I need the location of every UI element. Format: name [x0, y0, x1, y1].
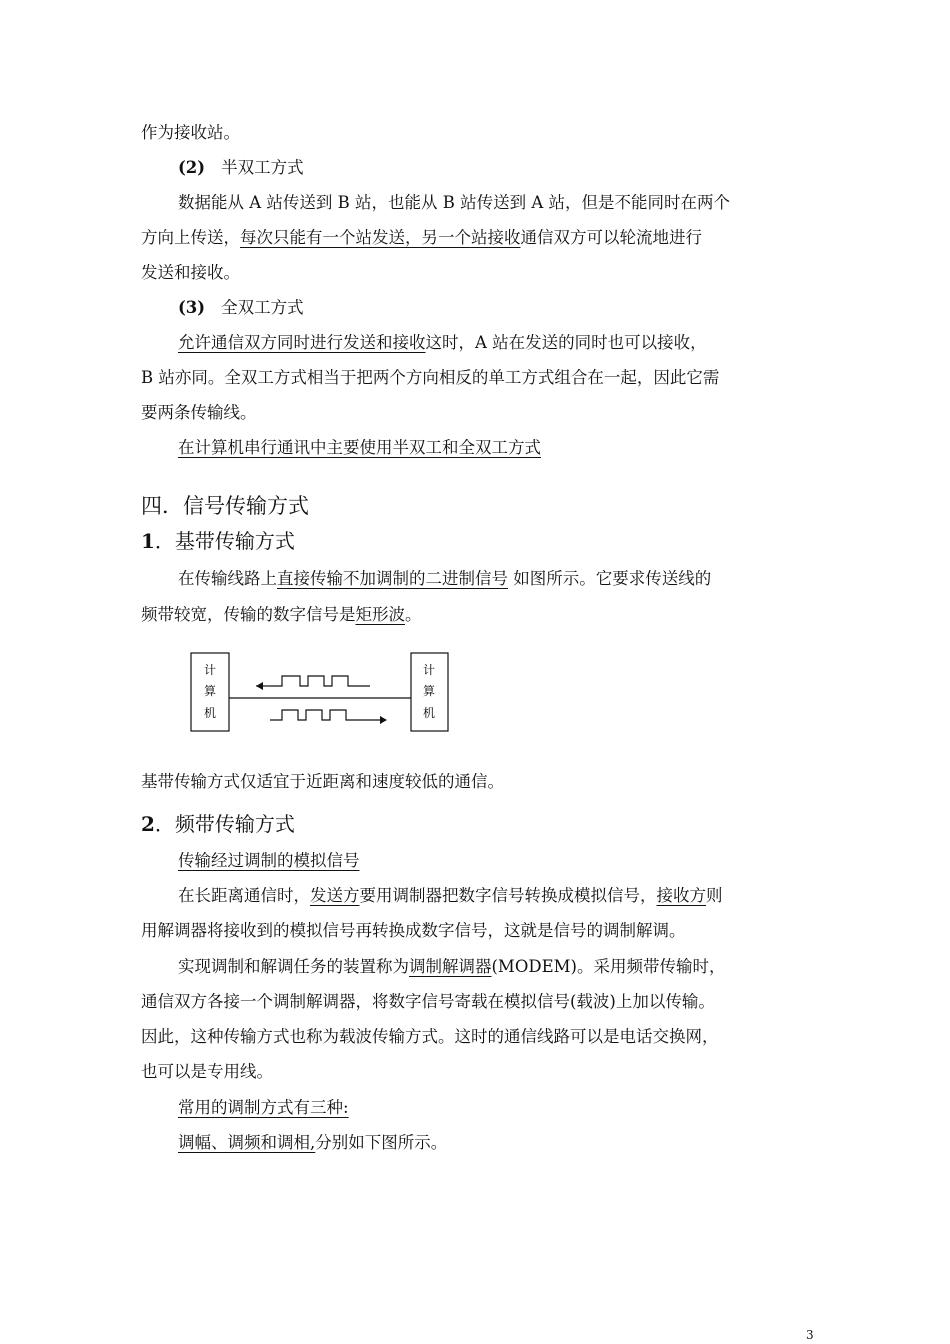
- paragraph-line: [141, 366, 719, 390]
- paragraph-line: [141, 603, 422, 627]
- paragraph-line: [141, 919, 686, 943]
- item-title: 全双工方式: [221, 298, 304, 317]
- paragraph-line: [178, 849, 360, 873]
- paragraph-line: [178, 436, 541, 460]
- underlined-text: 直接传输不加调制的二进制信号: [277, 569, 508, 588]
- paragraph-line: [141, 401, 257, 425]
- page-number: 3: [806, 1328, 814, 1342]
- paragraph-line: [141, 1025, 719, 1049]
- text: 通信双方各接一个调制解调器，将数字信号寄载在模拟信号(载波)上加以传输。: [141, 992, 715, 1011]
- text: 用解调器将接收到的模拟信号再转换成数字信号，这就是信号的调制解调。: [141, 921, 686, 940]
- paragraph-line: [141, 261, 240, 285]
- text: 。: [405, 605, 422, 624]
- text: 要用调制器把数字信号转换成模拟信号，: [359, 886, 657, 905]
- text: 实现调制和解调任务的装置称为: [178, 957, 409, 976]
- text: 如图所示。它要求传送线的: [508, 569, 712, 588]
- item-number: (3): [178, 298, 206, 317]
- text: 因此，这种传输方式也称为载波传输方式。这时的通信线路可以是电话交换网，: [141, 1027, 719, 1046]
- paragraph-line: [178, 191, 730, 215]
- right-box-char: 机: [422, 706, 436, 720]
- paragraph-line: [141, 226, 702, 250]
- underlined-text: 调制解调器: [409, 957, 492, 976]
- right-box-char: 计: [422, 663, 436, 677]
- right-box-char: 算: [422, 684, 436, 698]
- text: 基带传输方式仅适宜于近距离和速度较低的通信。: [141, 772, 504, 791]
- text: 作为接收站。: [141, 123, 240, 142]
- square-wave-lower: [270, 710, 380, 720]
- heading-number: 1: [141, 529, 155, 553]
- text: 发送和接收。: [141, 263, 240, 282]
- baseband-diagram: [190, 650, 452, 734]
- text: B 站亦同。全双工方式相当于把两个方向相反的单工方式组合在一起，因此它需: [141, 368, 720, 387]
- heading-text: ．基带传输方式: [154, 529, 295, 553]
- paragraph-line: [178, 567, 711, 591]
- square-wave-upper: [270, 676, 370, 686]
- text: 频带较宽，传输的数字信号是: [141, 605, 356, 624]
- paragraph-line: [178, 1096, 349, 1120]
- text: 在长距离通信时，: [178, 886, 310, 905]
- underlined-text: 常用的调制方式有三种:: [178, 1098, 349, 1117]
- underlined-text: 接收方: [656, 886, 706, 905]
- arrow-right-head-icon: [380, 716, 387, 724]
- paragraph-line: [141, 121, 240, 145]
- underlined-text: 矩形波: [355, 605, 405, 624]
- paragraph-line: [141, 770, 504, 794]
- left-box-char: 机: [203, 706, 217, 720]
- arrow-left-head-icon: [256, 682, 263, 690]
- subsection-heading-bandpass: [141, 810, 295, 838]
- underlined-text: 发送方: [310, 886, 360, 905]
- subsection-heading-baseband: [141, 527, 295, 555]
- underlined-text: 每次只能有一个站发送，另一个站接收: [240, 228, 521, 247]
- paragraph-line: [178, 955, 725, 979]
- text: 在传输线路上: [178, 569, 277, 588]
- paragraph-line: [178, 1131, 447, 1155]
- subheading-half-duplex: [178, 156, 304, 180]
- text: 分别如下图所示。: [315, 1133, 448, 1152]
- text: 方向上传送，: [141, 228, 240, 247]
- underlined-text: 调幅、调频和调相,: [178, 1133, 316, 1152]
- text: 要两条传输线。: [141, 403, 257, 422]
- left-box-char: 算: [203, 684, 217, 698]
- underlined-text: 传输经过调制的模拟信号: [178, 851, 360, 870]
- underlined-text: 在计算机串行通讯中主要使用半双工和全双工方式: [178, 438, 541, 457]
- text: 则: [706, 886, 723, 905]
- item-number: (2): [178, 158, 206, 177]
- left-box-char: 计: [203, 663, 217, 677]
- text: (MODEM)。采用频带传输时，: [491, 957, 726, 976]
- paragraph-line: [178, 884, 723, 908]
- heading-text: 四．信号传输方式: [141, 494, 309, 518]
- heading-number: 2: [141, 812, 155, 836]
- subheading-full-duplex: [178, 296, 304, 320]
- paragraph-line: [141, 990, 715, 1014]
- paragraph-line: [178, 331, 707, 355]
- text: 通信双方可以轮流地进行: [520, 228, 702, 247]
- paragraph-line: [141, 1060, 273, 1084]
- text: 这时，A 站在发送的同时也可以接收，: [425, 333, 707, 352]
- underlined-text: 允许通信双方同时进行发送和接收: [178, 333, 426, 352]
- item-title: 半双工方式: [221, 158, 304, 177]
- heading-text: ．频带传输方式: [154, 812, 295, 836]
- text: 数据能从 A 站传送到 B 站，也能从 B 站传送到 A 站，但是不能同时在两个: [178, 193, 731, 212]
- text: 也可以是专用线。: [141, 1062, 273, 1081]
- section-heading: [141, 492, 309, 520]
